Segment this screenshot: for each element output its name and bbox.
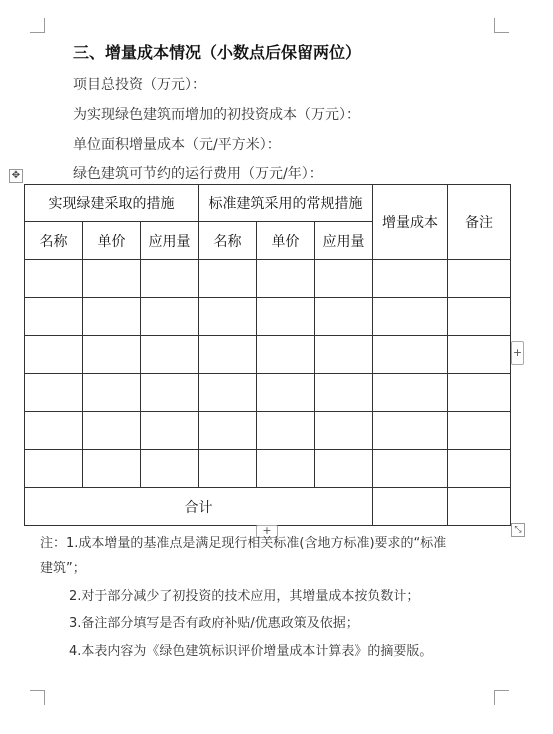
- subheader-quantity[interactable]: 应用量: [315, 222, 373, 260]
- table-row: [25, 374, 511, 412]
- table-cell[interactable]: [373, 336, 448, 374]
- subheader-quantity[interactable]: 应用量: [141, 222, 199, 260]
- header-green-measures[interactable]: 实现绿建采取的措施: [25, 185, 199, 222]
- table-row: [25, 260, 511, 298]
- note-4: 4.本表内容为《绿色建筑标识评价增量成本计算表》的摘要版。: [69, 644, 433, 659]
- table-cell[interactable]: [83, 260, 141, 298]
- table-cell[interactable]: [25, 412, 83, 450]
- table-cell[interactable]: [83, 336, 141, 374]
- table-cell[interactable]: [373, 450, 448, 488]
- table-cell[interactable]: [199, 336, 257, 374]
- table-cell[interactable]: [257, 336, 315, 374]
- table-cell[interactable]: [199, 260, 257, 298]
- table-cell[interactable]: [25, 298, 83, 336]
- total-row: [25, 488, 511, 526]
- table-cell[interactable]: [141, 336, 199, 374]
- note-1-line-2: 建筑”；: [40, 561, 86, 576]
- page-corner-mark-bottom-left: [30, 690, 45, 705]
- table-cell[interactable]: [373, 298, 448, 336]
- table-cell[interactable]: [257, 450, 315, 488]
- page-corner-mark-top-right: [494, 18, 509, 33]
- move-table-icon[interactable]: ✥: [9, 169, 23, 183]
- table-cell[interactable]: [257, 374, 315, 412]
- header-remarks[interactable]: 备注: [448, 185, 511, 260]
- table-cell[interactable]: [83, 374, 141, 412]
- table-cell[interactable]: [199, 450, 257, 488]
- table-cell[interactable]: [199, 374, 257, 412]
- subheader-unit-price[interactable]: 单价: [257, 222, 315, 260]
- table-cell[interactable]: [257, 412, 315, 450]
- table-cell[interactable]: [257, 260, 315, 298]
- table-cell[interactable]: [25, 336, 83, 374]
- table-cell[interactable]: [83, 412, 141, 450]
- subheader-name[interactable]: 名称: [199, 222, 257, 260]
- table-row: [25, 336, 511, 374]
- table-cell[interactable]: [315, 336, 373, 374]
- table-cell[interactable]: [373, 260, 448, 298]
- field-unit-area-cost[interactable]: 单位面积增量成本（元/平方米）：: [73, 137, 281, 153]
- subheader-unit-price[interactable]: 单价: [83, 222, 141, 260]
- subheader-name[interactable]: 名称: [25, 222, 83, 260]
- table-cell[interactable]: [199, 298, 257, 336]
- table-cell[interactable]: [141, 298, 199, 336]
- note-1-line-1: 注：1.成本增量的基准点是满足现行相关标准(含地方标准)要求的“标准: [40, 536, 447, 551]
- field-added-initial-cost[interactable]: 为实现绿色建筑而增加的初投资成本（万元）：: [73, 107, 360, 123]
- table-cell[interactable]: [448, 412, 511, 450]
- field-operating-savings[interactable]: 绿色建筑可节约的运行费用（万元/年）：: [73, 166, 323, 182]
- section-heading: 三、增量成本情况（小数点后保留两位）: [73, 43, 362, 62]
- table-cell[interactable]: [448, 374, 511, 412]
- table-row: [25, 298, 511, 336]
- table-cell[interactable]: [25, 260, 83, 298]
- resize-icon[interactable]: ⤡: [511, 523, 525, 537]
- table-cell[interactable]: [373, 374, 448, 412]
- table-cell[interactable]: [25, 450, 83, 488]
- page-corner-mark-top-left: [30, 18, 45, 33]
- table-cell[interactable]: [315, 298, 373, 336]
- table-cell[interactable]: [141, 374, 199, 412]
- header-standard-measures[interactable]: 标准建筑采用的常规措施: [199, 185, 373, 222]
- table-row: [25, 450, 511, 488]
- page-corner-mark-bottom-right: [494, 690, 509, 705]
- incremental-cost-table: [24, 184, 511, 526]
- table-cell[interactable]: [83, 450, 141, 488]
- table-cell[interactable]: [315, 412, 373, 450]
- note-3: 3.备注部分填写是否有政府补贴/优惠政策及依据；: [69, 616, 359, 631]
- total-incremental-cost-cell[interactable]: [373, 488, 448, 526]
- add-row-plus-icon[interactable]: +: [256, 525, 278, 538]
- table-cell[interactable]: [448, 450, 511, 488]
- total-remarks-cell[interactable]: [448, 488, 511, 526]
- table-cell[interactable]: [373, 412, 448, 450]
- add-column-plus-icon[interactable]: +: [511, 341, 524, 365]
- table-cell[interactable]: [448, 298, 511, 336]
- note-2: 2.对于部分减少了初投资的技术应用，其增量成本按负数计；: [69, 589, 420, 604]
- table-cell[interactable]: [448, 336, 511, 374]
- table-cell[interactable]: [25, 374, 83, 412]
- total-label[interactable]: 合计: [25, 488, 373, 526]
- header-incremental-cost[interactable]: 增量成本: [373, 185, 448, 260]
- table-cell[interactable]: [83, 298, 141, 336]
- table-cell[interactable]: [257, 298, 315, 336]
- table-cell[interactable]: [315, 374, 373, 412]
- table-row: [25, 412, 511, 450]
- table-cell[interactable]: [315, 450, 373, 488]
- table-cell[interactable]: [141, 260, 199, 298]
- table-cell[interactable]: [199, 412, 257, 450]
- field-total-investment[interactable]: 项目总投资（万元）：: [73, 77, 206, 93]
- table-cell[interactable]: [315, 260, 373, 298]
- table-cell[interactable]: [141, 412, 199, 450]
- table-cell[interactable]: [448, 260, 511, 298]
- table-cell[interactable]: [141, 450, 199, 488]
